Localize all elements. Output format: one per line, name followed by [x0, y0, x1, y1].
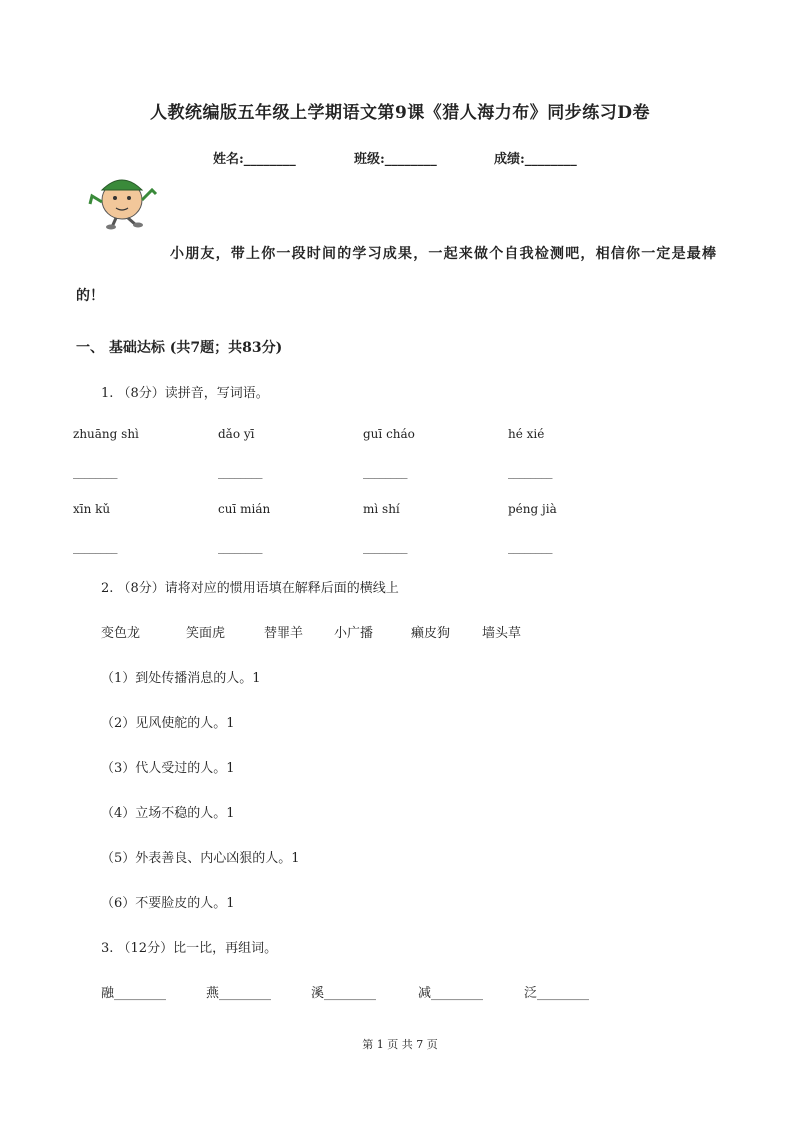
question-2-item-2: （2）见风使舵的人。1	[101, 716, 235, 731]
idiom-option: 变色龙	[101, 626, 141, 641]
idiom-option: 墙头草	[482, 626, 522, 641]
class-field: 班级:________	[354, 152, 437, 167]
answer-blank[interactable]: ________	[363, 540, 407, 554]
pinyin-1: zhuāng shì	[73, 427, 139, 441]
compare-char-2[interactable]: 燕________	[206, 986, 272, 1001]
pinyin-7: mì shí	[363, 502, 400, 516]
idiom-option: 替罪羊	[264, 626, 304, 641]
question-2-item-3: （3）代人受过的人。1	[101, 761, 235, 776]
question-1-prompt: 1. （8分）读拼音，写词语。	[101, 386, 269, 401]
idiom-option: 笑面虎	[186, 626, 226, 641]
section-heading-basics: 一、 基础达标 (共7题；共83分)	[76, 340, 283, 356]
pinyin-6: cuī mián	[218, 502, 271, 516]
answer-blank[interactable]: ________	[218, 465, 262, 479]
answer-blank[interactable]: ________	[73, 465, 117, 479]
idiom-option: 小广播	[334, 626, 374, 641]
page-title: 人教统编版五年级上学期语文第9课《猎人海力布》同步练习D卷	[149, 103, 651, 123]
pinyin-5: xīn kǔ	[73, 502, 111, 516]
pinyin-8: péng jià	[508, 502, 557, 516]
answer-blank[interactable]: ________	[218, 540, 262, 554]
pinyin-2: dǎo yī	[218, 427, 255, 441]
question-2-item-1: （1）到处传播消息的人。1	[101, 671, 261, 686]
answer-blank[interactable]: ________	[508, 465, 552, 479]
pinyin-3: guī cháo	[363, 427, 415, 441]
answer-blank[interactable]: ________	[363, 465, 407, 479]
answer-blank[interactable]: ________	[73, 540, 117, 554]
question-2-item-4: （4）立场不稳的人。1	[101, 806, 235, 821]
answer-blank[interactable]: ________	[508, 540, 552, 554]
question-2-item-5: （5）外表善良、内心凶狠的人。1	[101, 851, 300, 866]
name-field: 姓名:________	[213, 152, 296, 167]
page-footer: 第 1 页 共 7 页	[362, 1038, 438, 1051]
pinyin-4: hé xié	[508, 427, 545, 441]
intro-text-line1: 小朋友，带上你一段时间的学习成果，一起来做个自我检测吧，相信你一定是最棒	[170, 246, 718, 262]
question-2-item-6: （6）不要脸皮的人。1	[101, 896, 235, 911]
compare-char-5[interactable]: 泛________	[524, 986, 590, 1001]
question-2-prompt: 2. （8分）请将对应的惯用语填在解释后面的横线上	[101, 581, 399, 596]
intro-text-line2: 的！	[76, 288, 104, 304]
compare-char-3[interactable]: 溪________	[311, 986, 377, 1001]
idiom-option: 癞皮狗	[411, 626, 451, 641]
score-field: 成绩:________	[494, 152, 577, 167]
mascot-illustration	[86, 170, 158, 230]
compare-char-1[interactable]: 融________	[101, 986, 167, 1001]
compare-char-4[interactable]: 减________	[418, 986, 484, 1001]
question-3-prompt: 3. （12分）比一比，再组词。	[101, 941, 278, 956]
